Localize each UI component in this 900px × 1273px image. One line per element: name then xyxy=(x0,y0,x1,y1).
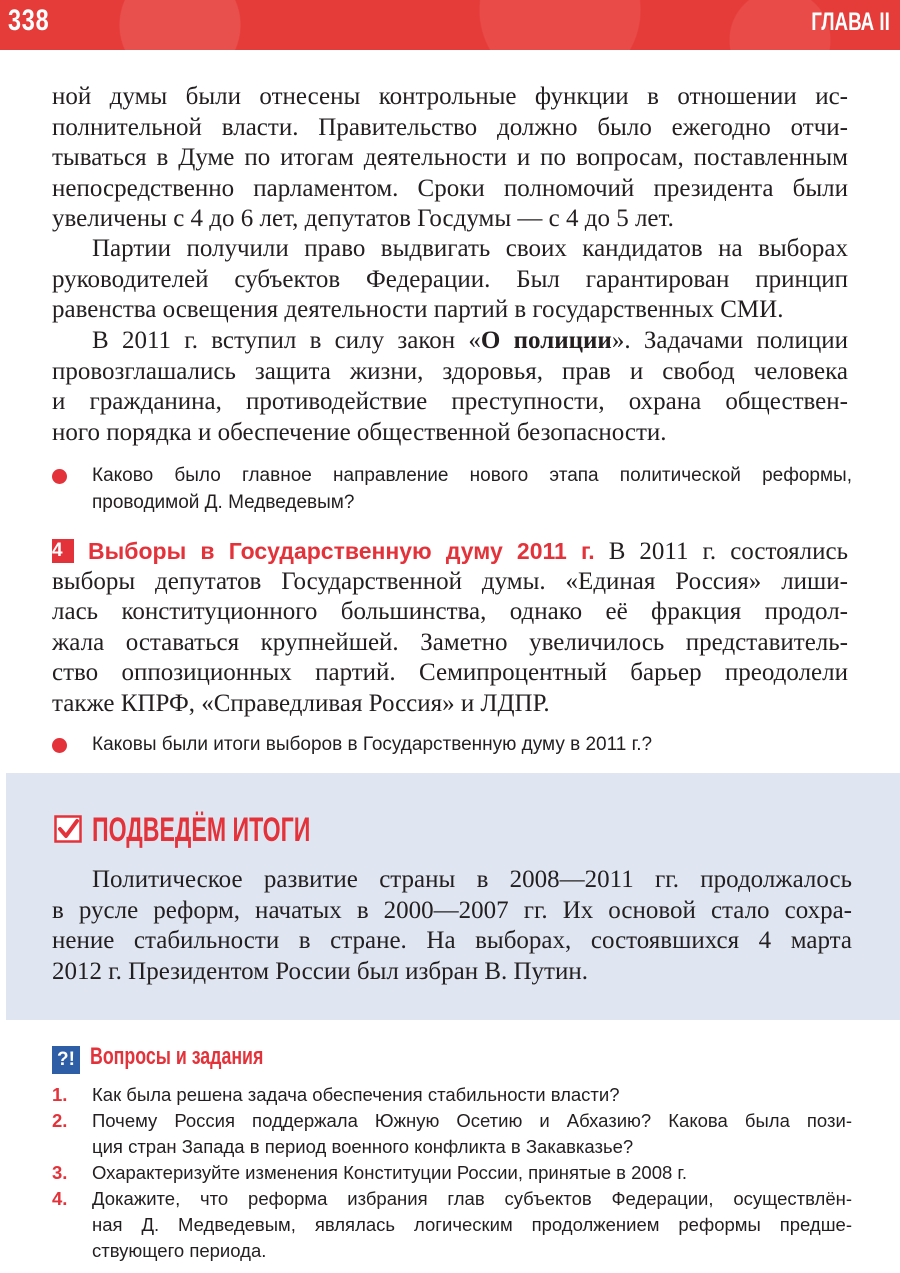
task-line: ствующего периода. xyxy=(92,1240,267,1261)
summary-title: ПОДВЕДЁМ ИТОГИ xyxy=(92,811,311,849)
text-line: ство оппозиционных партий. Семипроцентный барьер преодолели xyxy=(52,659,848,686)
text-span: В 2011 г. вступил в силу закон « xyxy=(92,327,481,354)
text-line: Политическое развитие страны в 2008—2011 гг. продолжалось xyxy=(92,866,852,893)
text-line: полнительной власти. Правительство должно было ежегодно отчи- xyxy=(52,113,848,141)
text-line: и гражданина, противодействие преступности, охрана обществен- xyxy=(52,388,848,415)
task-number: 4. xyxy=(52,1188,68,1209)
list-item xyxy=(52,1186,852,1264)
paragraph-duma-functions xyxy=(52,82,848,235)
text-line: также КПРФ, «Справедливая Россия» и ЛДПР. xyxy=(52,689,550,717)
list-item xyxy=(52,1082,852,1108)
task-line: ная Д. Медведевым, являлась логическим продолжением реформы предше- xyxy=(92,1214,852,1235)
law-title: О полиции xyxy=(480,327,612,354)
chapter-label: ГЛАВА II xyxy=(811,8,890,36)
paragraph-police-law xyxy=(52,326,848,448)
list-item xyxy=(52,1108,852,1160)
text-line: ной думы были отнесены контрольные функции в отношении ис- xyxy=(52,83,848,110)
text-span: В 2011 г. состоялись xyxy=(608,538,848,565)
text-line: нение стабильности в стране. На выборах, состоявшихся 4 марта xyxy=(52,927,852,954)
text-line: тываться в Думе по итогам деятельности и по вопросам, поставленным xyxy=(52,144,848,171)
task-line: Охарактеризуйте изменения Конституции России, принятые в 2008 г. xyxy=(92,1162,688,1183)
page-number: 338 xyxy=(8,4,50,37)
text-line: в русле реформ, начатых в 2000—2007 гг. Их основой стало сохра- xyxy=(52,896,852,924)
question-reform-direction xyxy=(52,462,852,516)
checkbox-check-icon xyxy=(54,815,82,843)
question-exclamation-icon: ?! xyxy=(52,1046,80,1074)
task-number: 1. xyxy=(52,1084,68,1105)
text-span: ». Задачами полиции xyxy=(611,327,848,354)
text-line: ного порядка и обеспечение общественной безопасности. xyxy=(52,418,667,446)
question-line: проводимой Д. Медведевым? xyxy=(92,492,355,513)
text-line: увеличены с 4 до 6 лет, депутатов Госдумы — с 4 до 5 лет. xyxy=(52,205,674,232)
task-line: Как была решена задача обеспечения стабильности власти? xyxy=(92,1084,620,1105)
section-number: 4 xyxy=(52,539,74,563)
text-line xyxy=(52,536,848,567)
red-bullet-icon xyxy=(52,738,67,753)
text-line: провозглашались защита жизни, здоровья, прав и свобод человека xyxy=(52,357,848,385)
question-line: Каковы были итоги выборов в Государственную думу в 2011 г.? xyxy=(92,734,653,755)
text-line: руководителей субъектов Федерации. Был гарантирован принцип xyxy=(52,265,848,293)
summary-text xyxy=(52,865,852,987)
questions-title: Вопросы и задания xyxy=(90,1043,264,1070)
page-header xyxy=(0,0,900,50)
text-line: жала оставаться крупнейшей. Заметно увеличилось представитель- xyxy=(52,628,848,656)
text-line xyxy=(52,326,848,357)
section-4-elections xyxy=(52,536,848,719)
text-line: выборы депутатов Государственной думы. «Единая Россия» лиши- xyxy=(52,567,848,595)
section-title: Выборы в Государственную думу 2011 г. xyxy=(88,538,595,564)
task-line: Почему Россия поддержала Южную Осетию и Абхазию? Какова была пози- xyxy=(92,1110,852,1131)
text-line: лась конституционного большинства, однако её фракция продол- xyxy=(52,598,848,625)
text-line: равенства освещения деятельности партий в государственных СМИ. xyxy=(52,296,784,323)
task-line: Докажите, что реформа избрания глав субъектов Федерации, осуществлён- xyxy=(92,1188,852,1209)
text-line: Партии получили право выдвигать своих кандидатов на выборах xyxy=(92,235,848,262)
question-election-results xyxy=(52,731,852,758)
question-line: Каково было главное направление нового этапа политической реформы, xyxy=(92,465,852,486)
task-number: 3. xyxy=(52,1162,68,1183)
task-number: 2. xyxy=(52,1110,68,1131)
red-bullet-icon xyxy=(52,469,67,484)
text-line: непосредственно парламентом. Сроки полномочий президента были xyxy=(52,174,848,202)
summary-box xyxy=(6,773,900,1020)
paragraph-parties xyxy=(52,234,848,326)
task-line: ция стран Запада в период военного конфликта в Закавказье? xyxy=(92,1136,634,1157)
list-item xyxy=(52,1160,852,1186)
task-list xyxy=(52,1082,852,1264)
text-line: 2012 г. Президентом России был избран В. Путин. xyxy=(52,957,588,985)
